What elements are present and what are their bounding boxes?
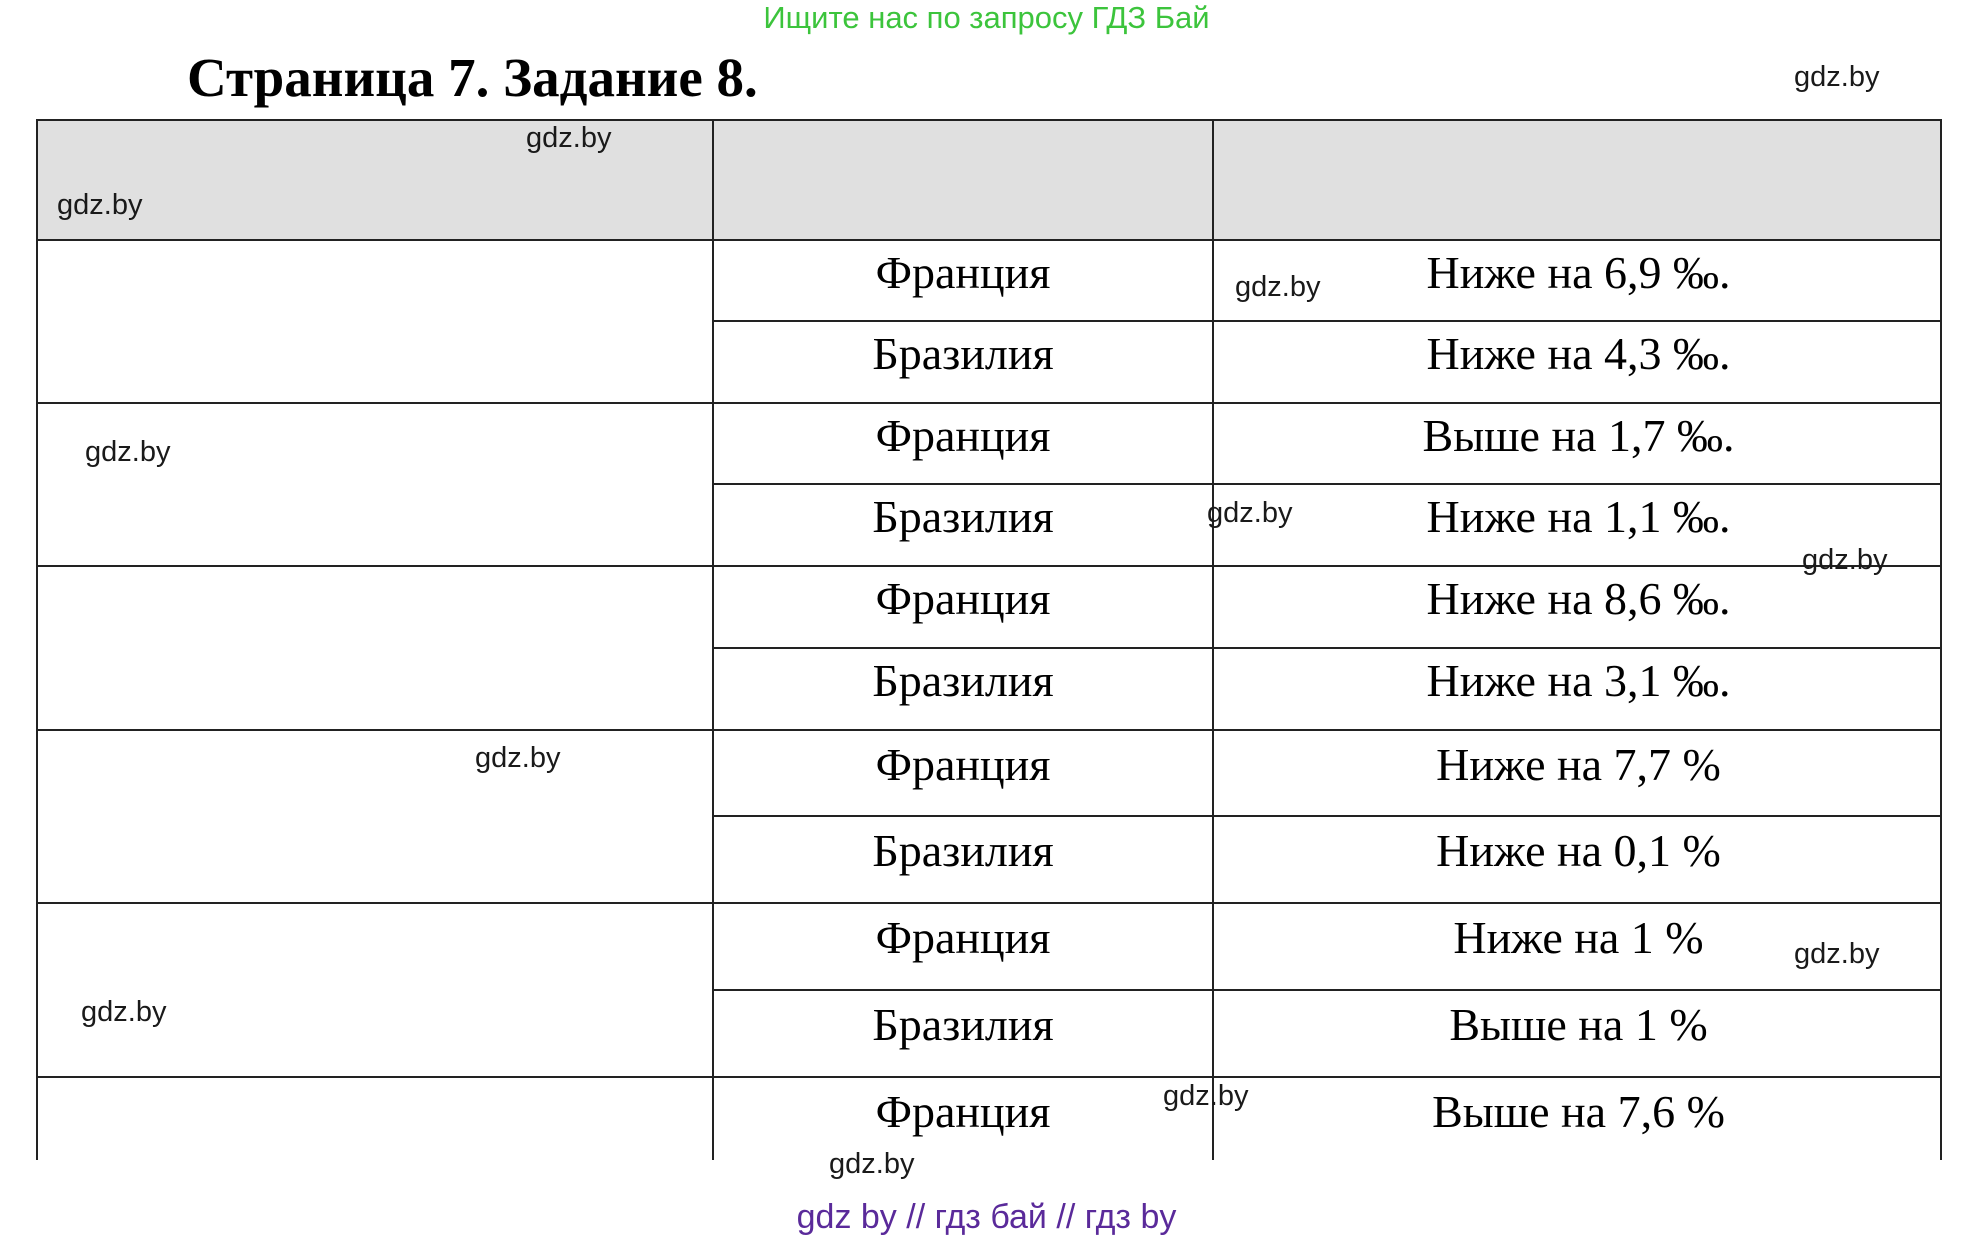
difference-cell: Ниже на 7,7 % (1436, 739, 1721, 790)
footer-links: gdz by // гдз бай // гдз by (796, 1198, 1177, 1236)
watermark: gdz.by (1794, 938, 1880, 970)
country-cell: Франция (875, 1086, 1051, 1137)
difference-cell: Ниже на 0,1 % (1436, 825, 1721, 876)
watermark: gdz.by (1235, 271, 1321, 303)
country-cell: Франция (875, 410, 1051, 461)
answer-table (36, 119, 1942, 1160)
difference-cell: Ниже на 4,3 ‰. (1426, 328, 1731, 379)
row-divider (36, 565, 1942, 567)
table-header-row (36, 119, 1942, 241)
row-divider (36, 239, 1942, 241)
watermark: gdz.by (475, 742, 561, 774)
country-cell: Бразилия (872, 491, 1054, 542)
watermark: gdz.by (1163, 1080, 1249, 1112)
top-banner: Ищите нас по запросу ГДЗ Бай (763, 0, 1210, 35)
row-divider (36, 1076, 1942, 1078)
watermark: gdz.by (1802, 544, 1888, 576)
difference-cell: Выше на 1 % (1449, 999, 1708, 1050)
difference-cell: Ниже на 3,1 ‰. (1426, 655, 1731, 706)
difference-cell: Ниже на 6,9 ‰. (1426, 247, 1731, 298)
country-cell: Бразилия (872, 999, 1054, 1050)
row-divider (36, 902, 1942, 904)
watermark: gdz.by (57, 189, 143, 221)
difference-cell: Ниже на 1,1 ‰. (1426, 491, 1731, 542)
row-divider (713, 815, 1942, 817)
table-border-top (36, 119, 1942, 121)
row-divider (36, 729, 1942, 731)
country-cell: Франция (875, 739, 1051, 790)
watermark: gdz.by (829, 1148, 915, 1180)
difference-cell: Выше на 7,6 % (1432, 1086, 1725, 1137)
row-divider (713, 989, 1942, 991)
row-divider (36, 402, 1942, 404)
row-divider (713, 647, 1942, 649)
watermark: gdz.by (1207, 497, 1293, 529)
row-divider (713, 320, 1942, 322)
country-cell: Франция (875, 247, 1051, 298)
row-divider (713, 483, 1942, 485)
table-border-left (36, 119, 38, 1160)
watermark: gdz.by (85, 436, 171, 468)
country-cell: Бразилия (872, 825, 1054, 876)
difference-cell: Ниже на 1 % (1453, 912, 1704, 963)
country-cell: Франция (875, 912, 1051, 963)
watermark: gdz.by (526, 122, 612, 154)
country-cell: Бразилия (872, 328, 1054, 379)
country-cell: Франция (875, 573, 1051, 624)
watermark: gdz.by (1794, 61, 1880, 93)
difference-cell: Ниже на 8,6 ‰. (1426, 573, 1731, 624)
watermark: gdz.by (81, 996, 167, 1028)
difference-cell: Выше на 1,7 ‰. (1422, 410, 1735, 461)
page-title: Страница 7. Задание 8. (187, 47, 758, 108)
country-cell: Бразилия (872, 655, 1054, 706)
